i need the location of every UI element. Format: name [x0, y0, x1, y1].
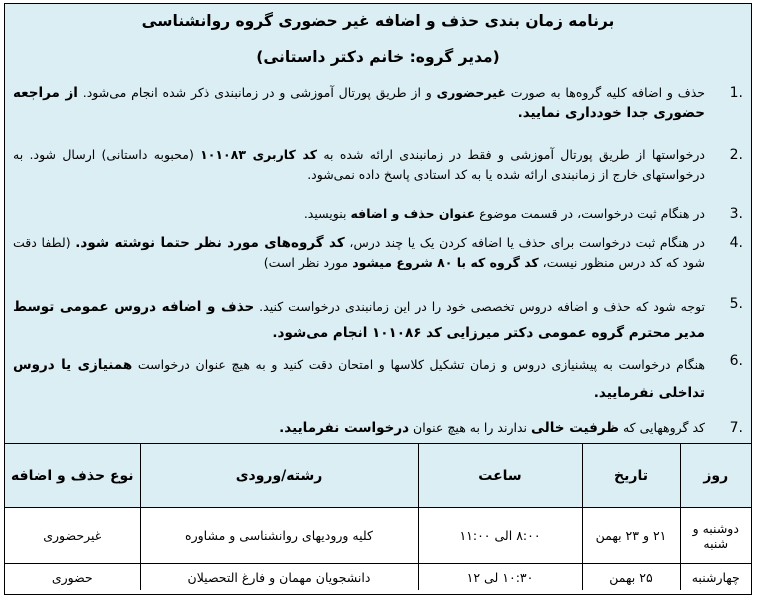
rule-emphasis: عنوان حذف و اضافه: [350, 206, 476, 221]
rule-emphasis: غیرحضوری: [436, 85, 506, 100]
page-title: برنامه زمان بندی حذف و اضافه غیر حضوری گروه روانشناسی: [141, 12, 615, 30]
rule-emphasis: حذف و اضافه دروس عمومی توسط مدیر محترم گروه عمومی دکتر میرزایی کد ۱۰۱۰۸۶ انجام می‌شود.: [13, 299, 705, 341]
header-day: روز: [680, 444, 751, 508]
cell-day: چهارشنبه: [680, 564, 751, 591]
item-number: 4.: [729, 235, 743, 251]
rule-emphasis: کد گروه که با ۸۰ شروع میشود: [352, 255, 539, 270]
cell-time: ۸:۰۰ الی ۱۱:۰۰: [418, 508, 582, 564]
table-row: [5, 564, 751, 591]
item-number: 7.: [729, 420, 743, 436]
rule-item-4: [13, 233, 743, 273]
rule-text: هنگام درخواست به پیشنیازی دروس و زمان تشکیل کلاسها و امتحان دقت کنید و به هیچ عنوان درخواست: [132, 357, 706, 372]
rule-text: کد گروههایی که: [618, 420, 705, 435]
rule-text: و از طریق پورتال آموزشی و در زمانبندی ذکر شده انجام می‌شود.: [77, 85, 437, 100]
rule-emphasis: کد گروه‌های مورد نظر حتما نوشته شود.: [75, 235, 345, 251]
table-row: [5, 508, 751, 564]
item-number: 1.: [729, 85, 743, 101]
rule-emphasis: همنیازی یا دروس تداخلی نفرمایید.: [13, 357, 705, 401]
rule-emphasis: از مراجعه حضوری جدا خودداری نمایید.: [13, 85, 705, 121]
notice-box: [5, 4, 751, 444]
rule-text: حذف و اضافه کلیه گروه‌ها به صورت: [505, 85, 706, 100]
rule-emphasis: کد کاربری ۱۰۱۰۸۳: [200, 147, 317, 162]
cell-type: حضوری: [5, 564, 140, 591]
item-number: 2.: [729, 147, 743, 163]
rule-text: بنویسید.: [303, 206, 351, 221]
page-subtitle: (مدیر گروه: خانم دکتر داستانی): [256, 48, 500, 66]
rule-text: (محبوبه داستانی) ارسال شود. به درخواستهای خارج از زمانبندی ارائه شده یا به کد استادی پاسخ داده نمی‌شود.: [13, 147, 705, 182]
rule-text: مورد نظر است): [263, 255, 353, 270]
rule-item-7: [13, 418, 743, 438]
cell-date: ۲۱ و ۲۳ بهمن: [582, 508, 680, 564]
header-time: ساعت: [418, 444, 582, 508]
item-number: 6.: [729, 353, 743, 369]
rule-item-2: [13, 145, 743, 185]
rule-text: در هنگام ثبت درخواست، در قسمت موضوع: [475, 206, 705, 221]
header-date: تاریخ: [582, 444, 680, 508]
cell-program: دانشجویان مهمان و فارغ التحصیلان: [140, 564, 418, 591]
cell-type: غیرحضوری: [5, 508, 140, 564]
cell-day: دوشنبه و شنبه: [680, 508, 751, 564]
cell-program: کلیه ورودیهای روانشناسی و مشاوره: [140, 508, 418, 564]
cell-time: ۱۰:۳۰ لی ۱۲: [418, 564, 582, 591]
rule-text: توجه شود که حذف و اضافه دروس تخصصی خود را در این زمانبندی درخواست کنید.: [254, 299, 706, 314]
rule-item-6: [13, 351, 743, 407]
item-number: 5.: [729, 296, 743, 312]
rule-text: (لطفا دقت شود که کد درس منظور نیست،: [13, 235, 705, 270]
rule-item-1: [13, 83, 743, 123]
rule-text: درخواستها از طریق پورتال آموزشی و فقط در زمانبندی ارائه شده به: [316, 147, 705, 162]
item-number: 3.: [729, 206, 743, 222]
rule-item-5: [13, 294, 743, 346]
cell-date: ۲۵ بهمن: [582, 564, 680, 591]
header-program: رشته/ورودی: [140, 444, 418, 508]
schedule-table: [5, 444, 751, 590]
document-frame: [4, 3, 752, 595]
rule-text: ندارند را به هیچ عنوان: [409, 420, 531, 435]
rule-emphasis: ظرفیت خالی: [530, 420, 619, 436]
header-type: نوع حذف و اضافه: [5, 444, 140, 508]
rule-text: در هنگام ثبت درخواست برای حذف یا اضافه کردن یک یا چند درس،: [344, 235, 705, 250]
rule-item-3: [13, 204, 743, 224]
table-header-row: [5, 444, 751, 508]
rule-emphasis: درخواست نفرمایید.: [279, 420, 410, 436]
